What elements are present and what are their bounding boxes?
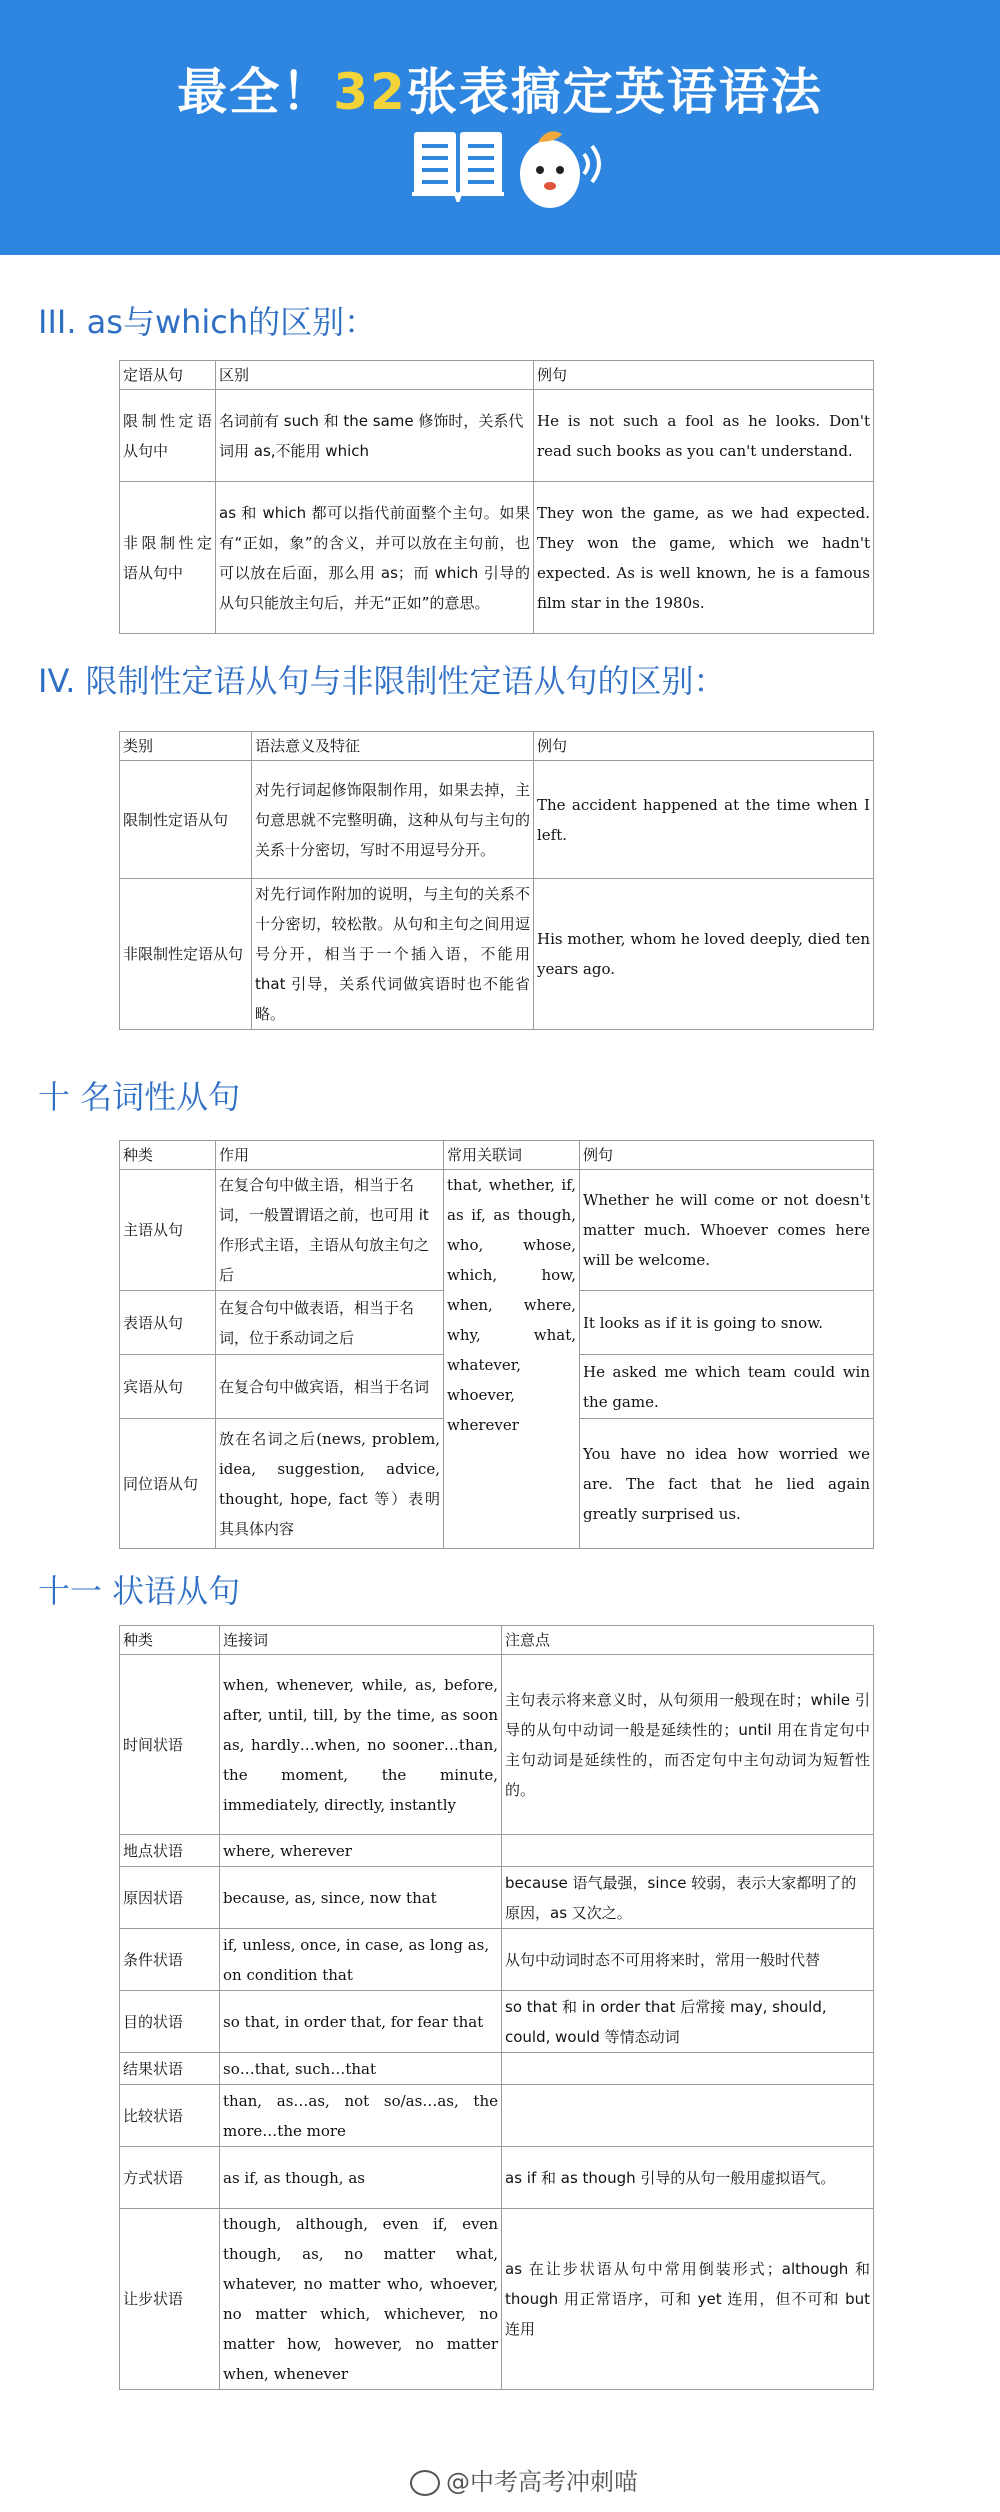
row-type: 非限制性定语从句中 <box>120 482 216 634</box>
row-diff: 对先行词作附加的说明，与主句的关系不十分密切，较松散。从句和主句之间用逗号分开，相当于一个插入语，不能用 that 引导，关系代词做宾语时也不能省略。 <box>252 879 534 1030</box>
table-row <box>120 390 874 482</box>
table-row <box>120 2209 874 2390</box>
section-title-noun-clauses: 十 名词性从句 <box>38 1078 241 1116</box>
table-row <box>120 2147 874 2209</box>
table-header-cell: 类别 <box>120 732 252 761</box>
row-type: 限制性定语从句 <box>120 761 252 879</box>
row-diff: 名词前有 such 和 the same 修饰时，关系代词用 as,不能用 which <box>216 390 534 482</box>
table-row <box>120 1991 874 2053</box>
row-type: 地点状语 <box>120 1835 220 1867</box>
book-icon <box>412 128 504 202</box>
table-header-cell: 连接词 <box>220 1626 502 1655</box>
row-note <box>502 2053 874 2085</box>
banner-title-suffix: 张表搞定英语语法 <box>406 63 823 121</box>
section-title-as-which: III. as与which的区别： <box>38 303 377 341</box>
row-use: 在复合句中做宾语，相当于名词 <box>216 1355 444 1419</box>
row-example: You have no idea how worried we are. The fact that he lied again greatly surprised us. <box>580 1419 874 1549</box>
row-type: 同位语从句 <box>120 1419 216 1549</box>
row-conjunctions: because, as, since, now that <box>220 1867 502 1929</box>
row-conjunctions: than, as…as, not so/as…as, the more…the more <box>220 2085 502 2147</box>
table-header-cell: 常用关联词 <box>444 1141 580 1170</box>
row-type: 宾语从句 <box>120 1355 216 1419</box>
table-header-row <box>120 1626 874 1655</box>
table-row <box>120 1170 874 1291</box>
banner-title <box>0 52 1000 124</box>
row-example: The accident happened at the time when I left. <box>534 761 874 879</box>
row-example: His mother, whom he loved deeply, died ten years ago. <box>534 879 874 1030</box>
row-example: Whether he will come or not doesn't matter much. Whoever comes here will be welcome. <box>580 1170 874 1291</box>
watermark-text: @中考高考冲刺喵 <box>446 2468 638 2496</box>
mascot-speaker-icon <box>510 118 610 218</box>
table-header-cell: 注意点 <box>502 1626 874 1655</box>
row-conjunctions: as if, as though, as <box>220 2147 502 2209</box>
table-header-row <box>120 732 874 761</box>
table-header-cell: 例句 <box>580 1141 874 1170</box>
row-type: 非限制性定语从句 <box>120 879 252 1030</box>
weibo-icon <box>410 2470 440 2496</box>
row-note <box>502 2085 874 2147</box>
table-header-cell: 例句 <box>534 732 874 761</box>
row-type: 主语从句 <box>120 1170 216 1291</box>
row-note: as 在让步状语从句中常用倒装形式；although 和 though 用正常语序，可和 yet 连用，但不可和 but 连用 <box>502 2209 874 2390</box>
row-use: 放在名词之后(news, problem, idea, suggestion, advice, thought, hope, fact 等）表明其具体内容 <box>216 1419 444 1549</box>
weibo-watermark <box>410 2462 638 2497</box>
table-header-cell: 作用 <box>216 1141 444 1170</box>
header-banner <box>0 0 1000 255</box>
table-header-cell: 语法意义及特征 <box>252 732 534 761</box>
row-note <box>502 1835 874 1867</box>
table-noun-clauses <box>119 1140 874 1549</box>
table-row <box>120 2053 874 2085</box>
row-note: as if 和 as though 引导的从句一般用虚拟语气。 <box>502 2147 874 2209</box>
row-type: 条件状语 <box>120 1929 220 1991</box>
table-row <box>120 1655 874 1835</box>
row-conjunctions: so…that, such…that <box>220 2053 502 2085</box>
table-restrictive-clauses <box>119 731 874 1030</box>
banner-title-number: 32 <box>333 63 407 121</box>
table-as-which <box>119 360 874 634</box>
section-title-restrictive-clauses: IV. 限制性定语从句与非限制性定语从句的区别： <box>38 662 726 700</box>
row-diff: as 和 which 都可以指代前面整个主句。如果有“正如，象”的含义，并可以放在主句前，也可以放在后面，那么用 as；而 which 引导的从句只能放主句后，并无“正如”的意思。 <box>216 482 534 634</box>
table-row <box>120 482 874 634</box>
row-note: 主句表示将来意义时，从句须用一般现在时；while 引导的从句中动词一般是延续性的；until 用在肯定句中主句动词是延续性的，而否定句中主句动词为短暂性的。 <box>502 1655 874 1835</box>
row-type: 原因状语 <box>120 1867 220 1929</box>
row-conjunctions: so that, in order that, for fear that <box>220 1991 502 2053</box>
row-type: 限制性定语从句中 <box>120 390 216 482</box>
row-example: He asked me which team could win the game. <box>580 1355 874 1419</box>
row-type: 结果状语 <box>120 2053 220 2085</box>
row-conjunctions: if, unless, once, in case, as long as, on condition that <box>220 1929 502 1991</box>
table-header-row <box>120 361 874 390</box>
row-type: 让步状语 <box>120 2209 220 2390</box>
table-adverbial-clauses <box>119 1625 874 2390</box>
table-row <box>120 2085 874 2147</box>
table-header-cell: 种类 <box>120 1141 216 1170</box>
row-use: 在复合句中做主语，相当于名词，一般置谓语之前，也可用 it 作形式主语，主语从句放主句之后 <box>216 1170 444 1291</box>
table-row <box>120 1835 874 1867</box>
row-diff: 对先行词起修饰限制作用，如果去掉，主句意思就不完整明确，这种从句与主句的关系十分密切，写时不用逗号分开。 <box>252 761 534 879</box>
row-type: 时间状语 <box>120 1655 220 1835</box>
row-example: He is not such a fool as he looks. Don't read such books as you can't understand. <box>534 390 874 482</box>
table-row <box>120 761 874 879</box>
row-type: 比较状语 <box>120 2085 220 2147</box>
row-note: so that 和 in order that 后常接 may, should, could, would 等情态动词 <box>502 1991 874 2053</box>
table-header-cell: 种类 <box>120 1626 220 1655</box>
row-example: They won the game, as we had expected. They won the game, which we hadn't expected. As is well known, he is a famous film star in the 1980s. <box>534 482 874 634</box>
section-title-adverbial-clauses: 十一 状语从句 <box>38 1572 241 1610</box>
table-header-cell: 例句 <box>534 361 874 390</box>
table-header-cell: 区别 <box>216 361 534 390</box>
table-header-row <box>120 1141 874 1170</box>
row-note: because 语气最强，since 较弱，表示大家都明了的原因，as 又次之。 <box>502 1867 874 1929</box>
row-use: 在复合句中做表语，相当于名词，位于系动词之后 <box>216 1291 444 1355</box>
row-conjunctions: though, although, even if, even though, as, no matter what, whatever, no matter who, whoever, no matter which, whichever, no matter how, however, no matter when, whenever <box>220 2209 502 2390</box>
row-type: 表语从句 <box>120 1291 216 1355</box>
banner-title-prefix: 最全！ <box>177 63 334 121</box>
row-example: It looks as if it is going to snow. <box>580 1291 874 1355</box>
row-conjunctions: when, whenever, while, as, before, after, until, till, by the time, as soon as, hardly…when, no sooner…than, the moment, the minute, immediately, directly, instantly <box>220 1655 502 1835</box>
row-conjunctions: that, whether, if, as if, as though, who, whose, which, how, when, where, why, what, whatever, whoever, wherever <box>444 1170 580 1549</box>
table-row <box>120 1867 874 1929</box>
table-row <box>120 879 874 1030</box>
row-conjunctions: where, wherever <box>220 1835 502 1867</box>
row-note: 从句中动词时态不可用将来时，常用一般时代替 <box>502 1929 874 1991</box>
table-header-cell: 定语从句 <box>120 361 216 390</box>
table-row <box>120 1929 874 1991</box>
row-type: 方式状语 <box>120 2147 220 2209</box>
row-type: 目的状语 <box>120 1991 220 2053</box>
